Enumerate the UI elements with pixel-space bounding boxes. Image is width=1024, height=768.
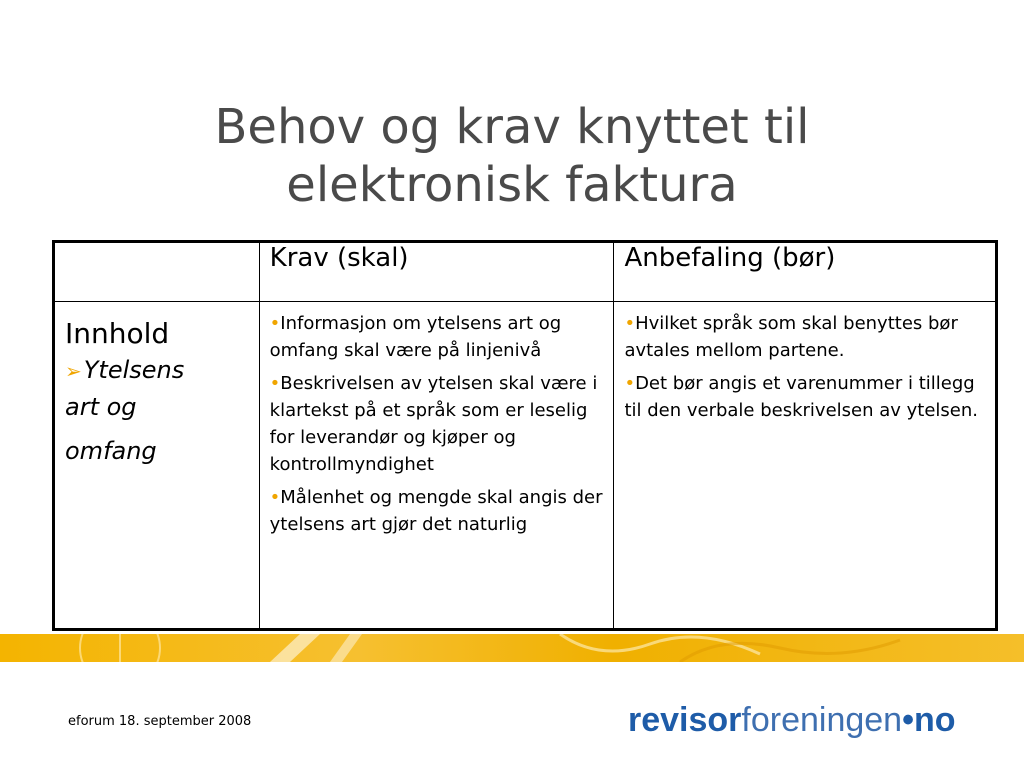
list-item-text: Beskrivelsen av ytelsen skal være i klartekst på et språk som er leselig for leverandør og kjøper og kontrollmyndighet — [269, 373, 598, 475]
list-item-text: Det bør angis et varenummer i tillegg til den verbale beskrivelsen av ytelsen. — [624, 373, 979, 421]
row-heading-cell — [54, 302, 260, 630]
logo-part-3: no — [914, 701, 956, 739]
krav-list — [270, 310, 604, 538]
logo-dot: • — [902, 701, 914, 739]
header-cell-krav: Krav (skal) — [259, 242, 614, 302]
dot-bullet-icon: • — [624, 373, 636, 394]
table-header-row — [54, 242, 997, 302]
sub-line-3: omfang — [65, 437, 157, 465]
list-item — [624, 310, 985, 364]
dot-bullet-icon: • — [269, 313, 281, 334]
title-line-1: Behov og krav knyttet til — [214, 99, 810, 155]
table-row — [54, 302, 997, 630]
list-item — [624, 370, 985, 424]
logo-part-2: foreningen — [741, 701, 903, 739]
revisorforeningen-logo — [628, 700, 956, 740]
anbefaling-cell — [614, 302, 997, 630]
list-item-text: Målenhet og mengde skal angis der ytelsens art gjør det naturlig — [269, 487, 603, 535]
header-cell-empty — [54, 242, 260, 302]
dot-bullet-icon: • — [624, 313, 636, 334]
logo-part-1: revisor — [628, 701, 742, 739]
decorative-band — [0, 634, 1024, 662]
list-item — [270, 370, 604, 478]
list-item-text: Hvilket språk som skal benyttes bør avtales mellom partene. — [624, 313, 958, 361]
requirements-table — [52, 240, 998, 631]
footer-date: eforum 18. september 2008 — [68, 714, 252, 729]
list-item-text: Informasjon om ytelsens art og omfang skal være på linjenivå — [269, 313, 562, 361]
sub-line-1: Ytelsens — [83, 356, 185, 384]
krav-cell — [259, 302, 614, 630]
sub-line-2: art og — [65, 393, 137, 421]
arrow-bullet-icon: ➢ — [65, 359, 82, 383]
dot-bullet-icon: • — [269, 487, 281, 508]
dot-bullet-icon: • — [269, 373, 281, 394]
slide-title — [0, 98, 1024, 214]
band-pattern-icon — [0, 634, 1024, 662]
anbefaling-list — [624, 310, 985, 424]
row-subheading — [65, 352, 249, 469]
row-heading: Innhold — [65, 317, 170, 350]
header-cell-anbefaling: Anbefaling (bør) — [614, 242, 997, 302]
title-line-2: elektronisk faktura — [286, 157, 738, 213]
list-item — [270, 310, 604, 364]
list-item — [270, 484, 604, 538]
